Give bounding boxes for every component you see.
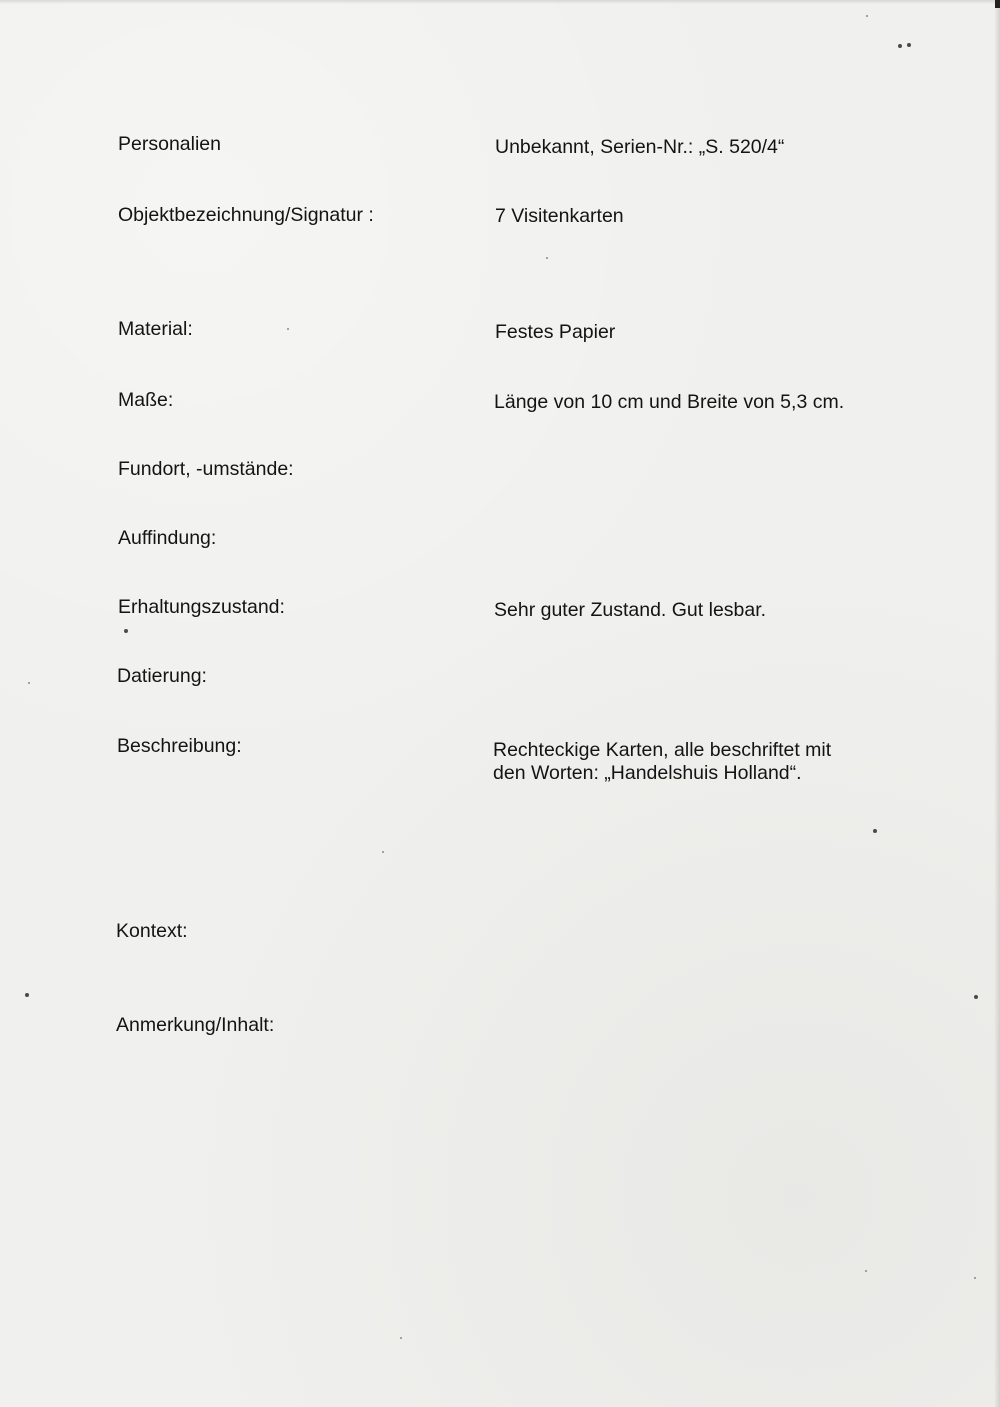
scan-edge-top bbox=[0, 0, 1000, 4]
field-label-personalien: Personalien bbox=[118, 133, 221, 155]
scan-corner-mark bbox=[995, 0, 1000, 8]
field-label-erhaltungszustand: Erhaltungszustand: bbox=[118, 596, 285, 618]
scan-speck bbox=[400, 1337, 402, 1339]
field-value-beschreibung-line-1: Rechteckige Karten, alle beschriftet mit bbox=[493, 739, 832, 761]
scan-speck bbox=[28, 682, 30, 684]
field-value-masse: Länge von 10 cm und Breite von 5,3 cm. bbox=[494, 391, 845, 413]
field-value-personalien: Unbekannt, Serien-Nr.: „S. 520/4“ bbox=[495, 136, 785, 158]
field-label-datierung: Datierung: bbox=[117, 665, 207, 687]
field-value-material: Festes Papier bbox=[495, 321, 616, 343]
field-label-beschreibung: Beschreibung: bbox=[117, 735, 242, 757]
field-label-fundort: Fundort, -umstände: bbox=[118, 458, 294, 480]
scan-edge-right bbox=[994, 0, 1000, 1407]
scan-speck bbox=[287, 328, 289, 330]
scan-speck bbox=[382, 851, 384, 853]
field-value-beschreibung-line-2: den Worten: „Handelshuis Holland“. bbox=[493, 762, 802, 784]
field-value-objektbezeichnung: 7 Visitenkarten bbox=[495, 205, 624, 227]
field-label-masse: Maße: bbox=[118, 389, 174, 411]
field-value-erhaltungszustand: Sehr guter Zustand. Gut lesbar. bbox=[494, 599, 767, 621]
scan-speck bbox=[974, 995, 978, 999]
field-label-material: Material: bbox=[118, 318, 193, 340]
field-label-objektbezeichnung: Objektbezeichnung/Signatur : bbox=[118, 204, 374, 226]
field-label-kontext: Kontext: bbox=[116, 920, 188, 942]
field-label-anmerkung: Anmerkung/Inhalt: bbox=[116, 1014, 275, 1036]
scan-speck bbox=[546, 257, 548, 259]
scan-speck bbox=[25, 993, 29, 997]
scan-speck bbox=[898, 44, 902, 48]
scan-speck bbox=[907, 43, 911, 47]
field-label-auffindung: Auffindung: bbox=[118, 527, 217, 549]
scan-speck bbox=[974, 1277, 976, 1279]
scan-speck bbox=[865, 1270, 867, 1272]
scan-speck bbox=[124, 629, 128, 633]
scan-speck bbox=[873, 829, 877, 833]
scan-speck bbox=[866, 15, 868, 17]
